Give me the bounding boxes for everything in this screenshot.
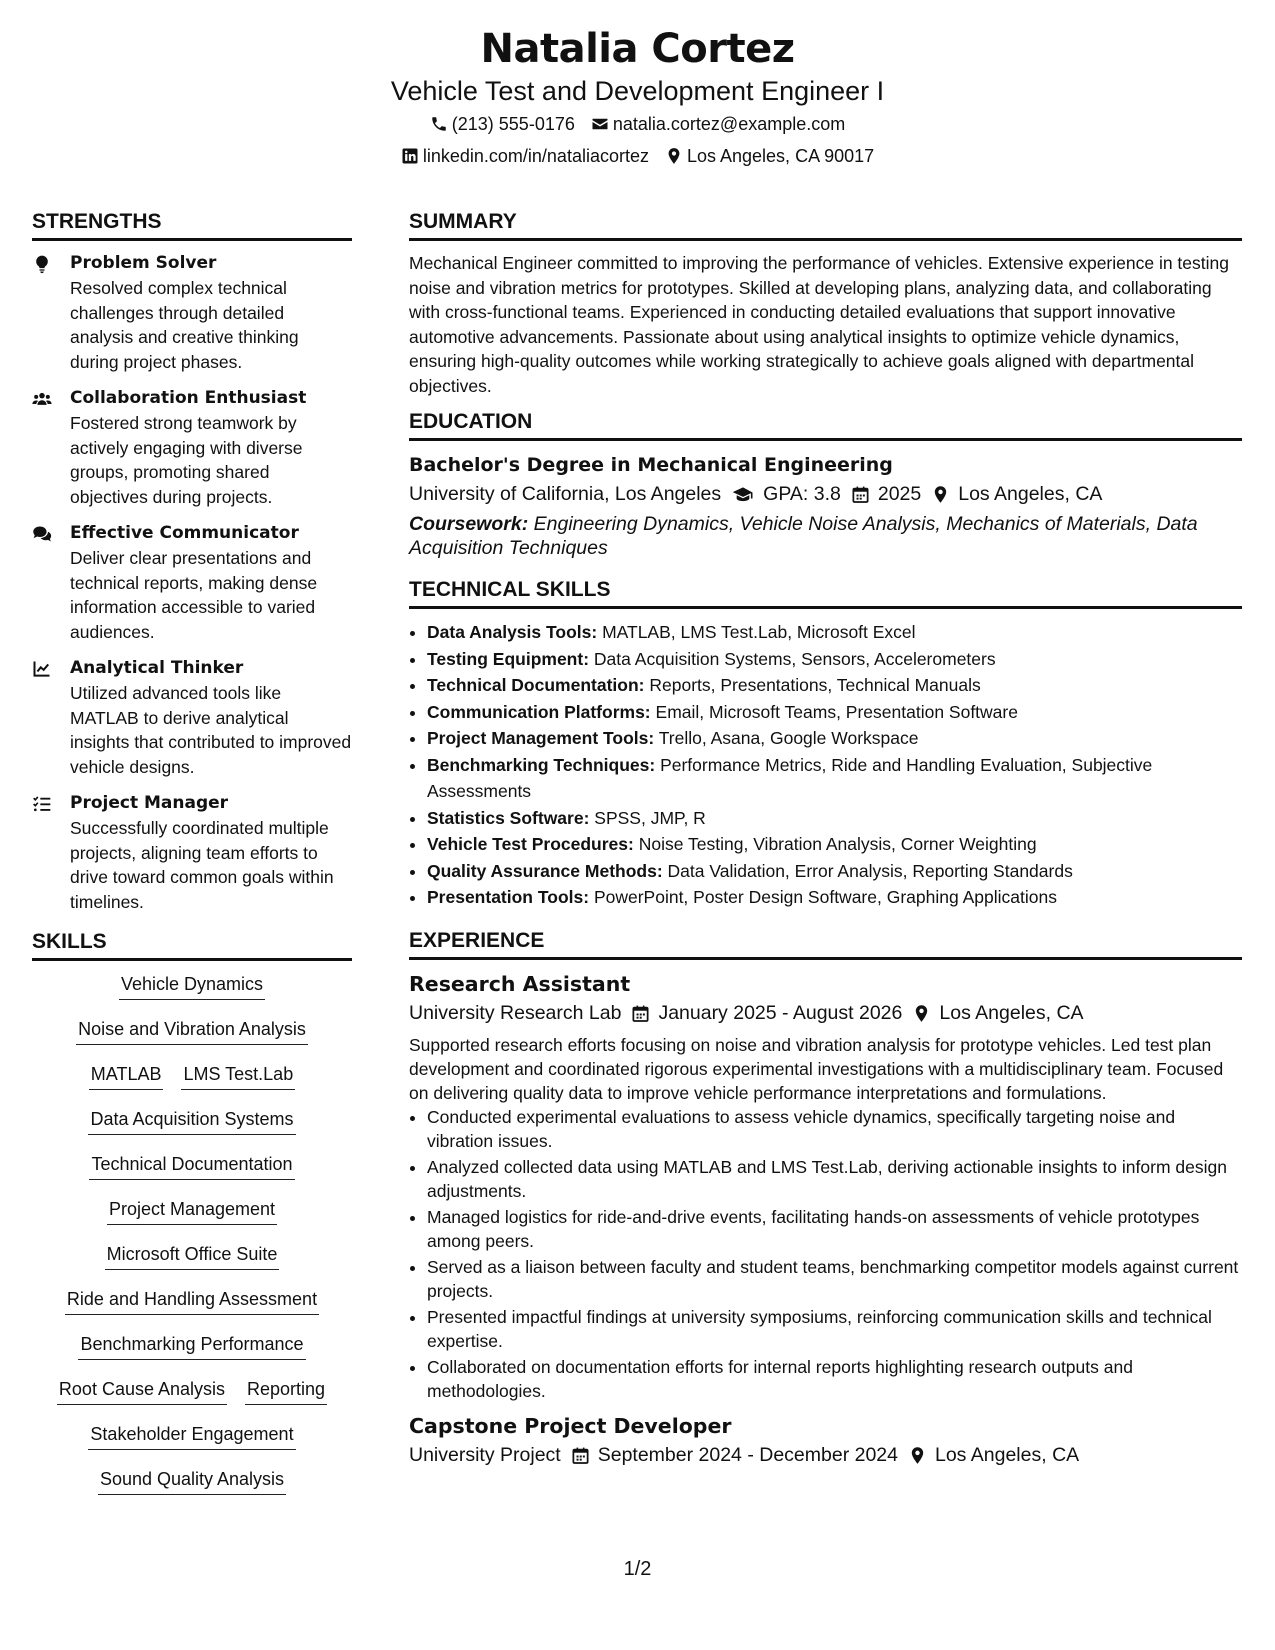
candidate-name: Natalia Cortez [480, 26, 795, 72]
skill-row [105, 1241, 280, 1286]
technical-skill-item [427, 831, 1242, 858]
strength-title: Collaboration Enthusiast [70, 388, 307, 408]
skill-row [88, 1421, 295, 1466]
calendar-icon [571, 1446, 590, 1465]
technical-skill-item [427, 619, 1242, 646]
edu-location-text: Los Angeles, CA [958, 483, 1103, 505]
technical-skill-item [427, 858, 1242, 885]
job-bullet: • Conducted experimental evaluations to assess vehicle dynamics, specifically targeting noise and vibration issues. [427, 1105, 1242, 1154]
calendar-icon [631, 1004, 650, 1023]
skill-row [76, 1016, 308, 1061]
edu-location-meta [931, 479, 1102, 510]
job-title: Capstone Project Developer [409, 1413, 732, 1438]
location-text: Los Angeles, CA 90017 [686, 146, 875, 166]
technical-skill-label: Technical Documentation: [427, 675, 645, 695]
coursework-label: Coursework: [409, 513, 529, 535]
skill-row [89, 1151, 294, 1196]
job-org: University Research Lab [409, 1001, 622, 1024]
skill-row [119, 971, 265, 1016]
job-bullets [409, 1105, 1242, 1404]
skill-tag: Technical Documentation [89, 1151, 294, 1180]
technical-skill-label: Vehicle Test Procedures: [427, 834, 634, 854]
phone-icon [430, 115, 448, 133]
job-bullet: • Served as a liaison between faculty and student teams, benchmarking competitor models against current projects. [427, 1255, 1242, 1304]
page-number: 1/2 [623, 1558, 652, 1580]
envelope-icon [591, 115, 609, 133]
right-column [409, 206, 1242, 1471]
linkedin-icon [401, 147, 419, 165]
comments-icon [32, 524, 52, 544]
job-location: Los Angeles, CA [934, 1443, 1080, 1466]
list-check-icon [32, 794, 52, 814]
job-description: Supported research efforts focusing on noise and vibration analysis for prototype vehicles. Led test plan development and coordinated rigorous experimental investigations with a multidisciplinary team. Focused on delivering quality data to improve vehicle performance interpretations and formulations. [409, 1034, 1224, 1103]
graduation-cap-icon [731, 485, 755, 504]
technical-skill-item [427, 646, 1242, 673]
skill-tag: LMS Test.Lab [181, 1061, 295, 1090]
year-meta [851, 479, 921, 510]
technical-skill-label: Project Management Tools: [427, 728, 655, 748]
skill-tag: Noise and Vibration Analysis [76, 1016, 308, 1045]
map-pin-icon [908, 1446, 927, 1465]
strength-title: Effective Communicator [70, 523, 299, 543]
coursework [409, 512, 1242, 560]
technical-skills-heading: TECHNICAL SKILLS [409, 574, 1242, 609]
strength-item [32, 521, 352, 644]
skill-tag: Project Management [107, 1196, 277, 1225]
skill-tag: Stakeholder Engagement [88, 1421, 295, 1450]
technical-skill-value: Reports, Presentations, Technical Manuals [649, 675, 981, 695]
strength-title: Analytical Thinker [70, 658, 244, 678]
skill-tag: Reporting [245, 1376, 327, 1405]
job-bullet: • Analyzed collected data using MATLAB and LMS Test.Lab, deriving actionable insights to inform design adjustments. [427, 1155, 1242, 1204]
job-meta [409, 1440, 1242, 1471]
summary-text: Mechanical Engineer committed to improving the performance of vehicles. Extensive experience in testing noise and vibration metrics for prototypes. Skilled at developing plans, analyzing data, and collaborating with cross-functional teams. Experienced in conducting detailed evaluations that support innovative automotive advancements. Passionate about using analytical insights to optimize vehicle dynamics, ensuring high-quality outcomes while working strategically to achieve goals aligned with departmental objectives. [409, 253, 1229, 396]
skill-row [98, 1466, 286, 1511]
degree-title: Bachelor's Degree in Mechanical Engineering [409, 454, 893, 476]
skill-tag: Ride and Handling Assessment [65, 1286, 319, 1315]
technical-skill-item [427, 805, 1242, 832]
map-pin-icon [912, 1004, 931, 1023]
technical-skill-value: PowerPoint, Poster Design Software, Graphing Applications [593, 887, 1057, 907]
technical-skill-item [427, 752, 1242, 805]
strength-desc: Deliver clear presentations and technical reports, making dense information accessible to varied audiences. [70, 548, 318, 642]
map-pin-icon [931, 485, 950, 504]
job-dates: September 2024 - December 2024 [597, 1443, 898, 1466]
skill-row [89, 1061, 295, 1106]
technical-skill-value: Noise Testing, Vibration Analysis, Corner Weighting [638, 834, 1037, 854]
year-text: 2025 [877, 483, 922, 505]
skills-heading: SKILLS [32, 926, 352, 961]
technical-skills-list [409, 619, 1242, 911]
job-dates: January 2025 - August 2026 [658, 1001, 903, 1024]
skill-tag: Microsoft Office Suite [105, 1241, 280, 1270]
skills-list [32, 971, 352, 1511]
calendar-icon [851, 485, 870, 504]
technical-skill-item [427, 884, 1242, 911]
email-contact[interactable] [591, 108, 845, 140]
technical-skill-item [427, 699, 1242, 726]
skill-row [88, 1106, 295, 1151]
education-heading: EDUCATION [409, 406, 1242, 441]
job-location-meta [912, 998, 1083, 1029]
gpa-text: GPA: 3.8 [763, 483, 841, 505]
coursework-text: Engineering Dynamics, Vehicle Noise Analysis, Mechanics of Materials, Data Acquisition Techniques [409, 513, 1198, 559]
school-name: University of California, Los Angeles [409, 483, 722, 505]
skill-row [78, 1331, 305, 1376]
technical-skill-value: Trello, Asana, Google Workspace [658, 728, 919, 748]
strength-desc: Successfully coordinated multiple projects, aligning team efforts to drive toward common goals within timelines. [70, 818, 334, 912]
gpa-meta [731, 479, 841, 510]
users-icon [32, 389, 52, 409]
strength-desc: Utilized advanced tools like MATLAB to derive analytical insights that contributed to improved vehicle designs. [70, 683, 352, 777]
resume-header [0, 22, 1275, 172]
chart-line-icon [32, 659, 52, 679]
technical-skill-item [427, 725, 1242, 752]
job-bullet: • Managed logistics for ride-and-drive events, facilitating hands-on assessments of vehicle prototypes among peers. [427, 1205, 1242, 1254]
job-location-meta [908, 1440, 1079, 1471]
technical-skill-value: Data Acquisition Systems, Sensors, Accelerometers [593, 648, 996, 669]
technical-skill-label: Presentation Tools: [427, 887, 590, 907]
skill-row [65, 1286, 319, 1331]
linkedin-contact[interactable] [401, 140, 649, 172]
phone-contact[interactable] [430, 108, 575, 140]
linkedin-text: linkedin.com/in/nataliacortez [422, 146, 649, 166]
experience-heading: EXPERIENCE [409, 925, 1242, 960]
technical-skill-label: Quality Assurance Methods: [427, 860, 663, 881]
technical-skill-value: SPSS, JMP, R [594, 807, 706, 828]
job-dates-meta [571, 1440, 898, 1471]
job-bullet: • Presented impactful findings at university symposiums, reinforcing communication skills and technical expertise. [427, 1305, 1242, 1354]
technical-skill-value: Email, Microsoft Teams, Presentation Software [655, 701, 1018, 722]
technical-skill-label: Benchmarking Techniques: [427, 754, 656, 775]
lightbulb-icon [32, 254, 52, 274]
technical-skill-value: MATLAB, LMS Test.Lab, Microsoft Excel [602, 622, 916, 642]
strength-item [32, 386, 352, 509]
job-org: University Project [409, 1443, 561, 1466]
strength-desc: Fostered strong teamwork by actively engaging with diverse groups, promoting shared objectives during projects. [70, 413, 303, 507]
skill-tag: Vehicle Dynamics [119, 971, 265, 1000]
job-location: Los Angeles, CA [939, 1001, 1084, 1024]
strength-desc: Resolved complex technical challenges through detailed analysis and creative thinking during project phases. [70, 278, 299, 372]
location-contact [665, 140, 874, 172]
job-bullet: • Collaborated on documentation efforts for internal reports highlighting research outputs and methodologies. [427, 1355, 1242, 1404]
education-meta [409, 479, 1242, 510]
left-column [32, 206, 352, 1511]
candidate-title: Vehicle Test and Development Engineer I [390, 76, 885, 106]
strength-item [32, 251, 352, 374]
strength-item [32, 656, 352, 779]
technical-skill-label: Testing Equipment: [427, 648, 590, 669]
skill-row [57, 1376, 327, 1421]
contact-row-1 [0, 108, 1275, 140]
map-pin-icon [665, 147, 683, 165]
strengths-heading: STRENGTHS [32, 206, 352, 241]
job-title: Research Assistant [409, 971, 631, 996]
skill-tag: MATLAB [89, 1061, 164, 1090]
technical-skill-value: Data Validation, Error Analysis, Reporting Standards [667, 860, 1073, 881]
skill-row [107, 1196, 277, 1241]
skill-tag: Sound Quality Analysis [98, 1466, 286, 1495]
strength-title: Problem Solver [70, 253, 217, 273]
skill-tag: Data Acquisition Systems [88, 1106, 295, 1135]
summary-heading: SUMMARY [409, 206, 1242, 241]
technical-skill-label: Communication Platforms: [427, 701, 651, 722]
technical-skill-label: Data Analysis Tools: [427, 622, 598, 642]
strength-item [32, 791, 352, 914]
technical-skill-item [427, 672, 1242, 699]
phone-text: (213) 555-0176 [451, 114, 575, 134]
email-text: natalia.cortez@example.com [612, 114, 846, 134]
skill-tag: Benchmarking Performance [78, 1331, 305, 1360]
skill-tag: Root Cause Analysis [57, 1376, 227, 1405]
technical-skill-value: Performance Metrics, Ride and Handling Evaluation, Subjective Assessments [427, 754, 1153, 801]
job-meta [409, 998, 1242, 1029]
job-dates-meta [631, 998, 902, 1029]
strength-title: Project Manager [70, 793, 229, 813]
technical-skill-label: Statistics Software: [427, 807, 590, 828]
contact-row-2 [0, 140, 1275, 172]
